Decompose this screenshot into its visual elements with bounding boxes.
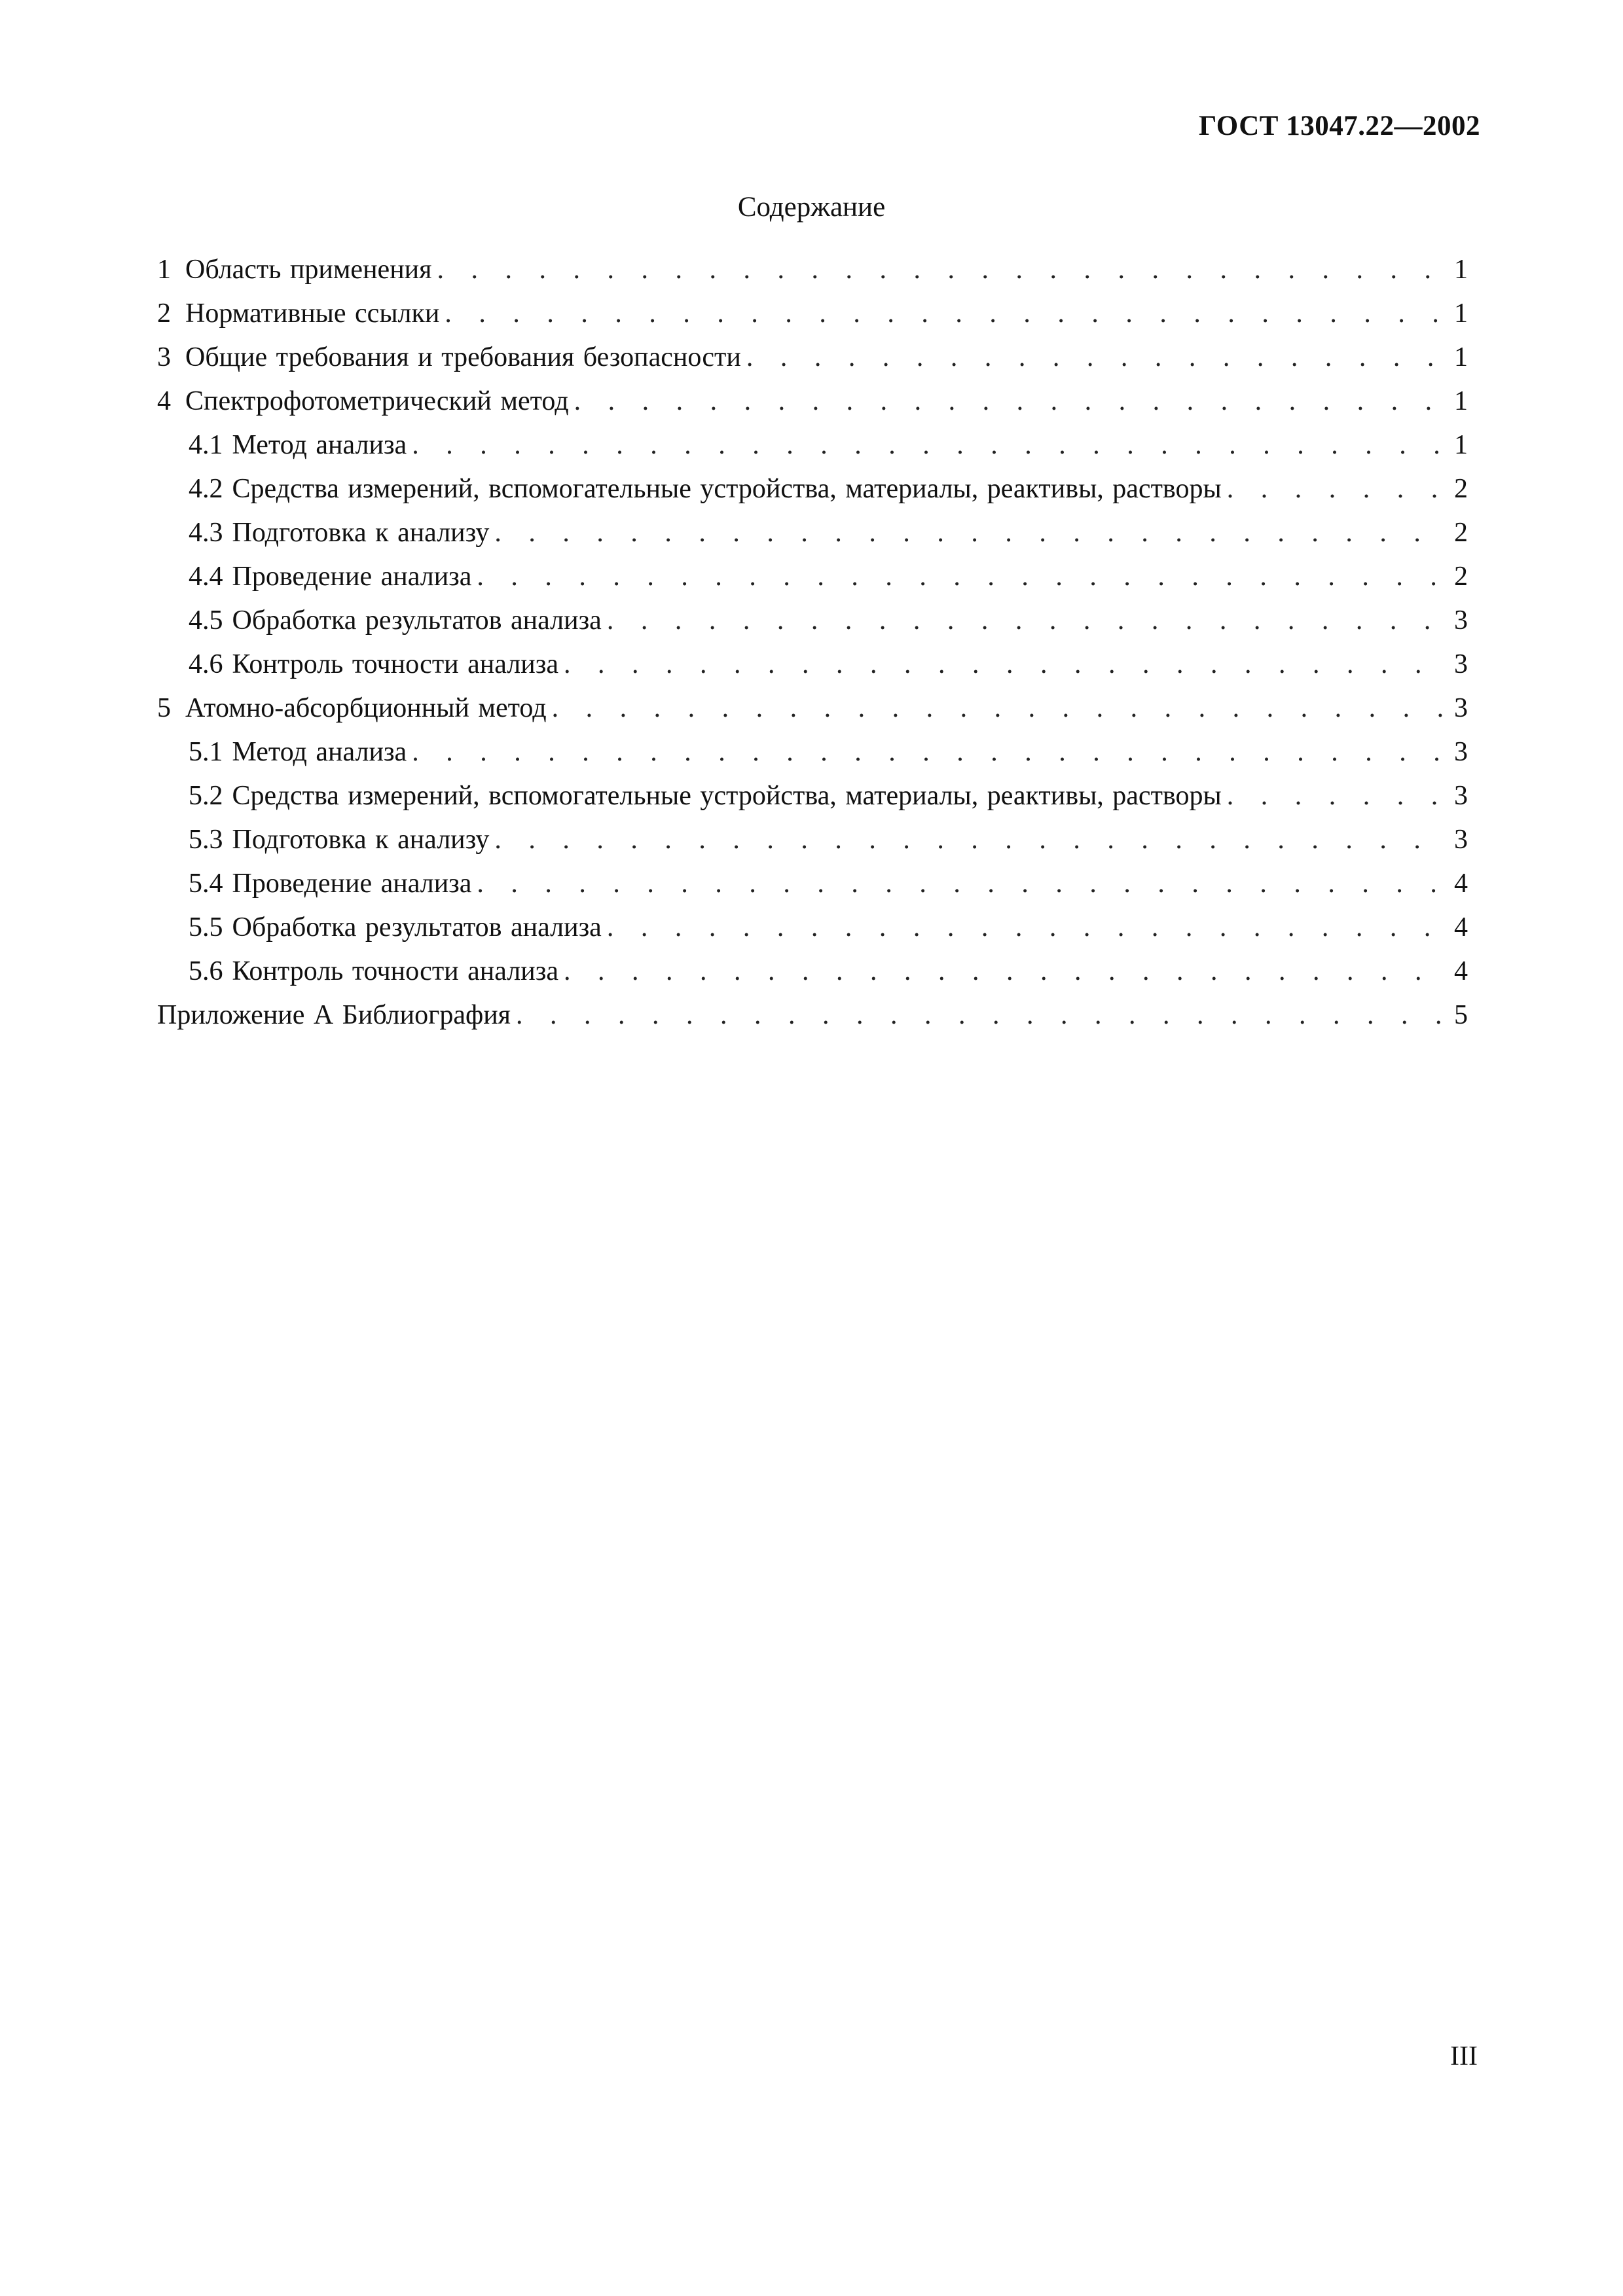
toc-entry[interactable] bbox=[157, 999, 1468, 1043]
toc-entry-number: 4.6 bbox=[189, 649, 223, 679]
toc-entry[interactable] bbox=[157, 429, 1468, 473]
toc-leader-dots bbox=[564, 649, 1444, 680]
document-code: ГОСТ 13047.22—2002 bbox=[1199, 111, 1480, 141]
toc-leader-dots bbox=[445, 298, 1444, 329]
toc-entry-label: Средства измерений, вспомогательные устройства, материалы, реактивы, растворы bbox=[232, 474, 1222, 504]
toc-entry-page: 3 bbox=[1454, 781, 1468, 811]
toc-entry-page: 1 bbox=[1454, 430, 1468, 460]
toc-entry-page: 1 bbox=[1454, 386, 1468, 416]
toc-entry[interactable] bbox=[157, 912, 1468, 956]
toc-entry-page: 2 bbox=[1454, 562, 1468, 592]
toc-leader-dots bbox=[607, 605, 1444, 636]
toc-title: Содержание bbox=[737, 192, 886, 223]
toc-entry[interactable] bbox=[157, 736, 1468, 780]
table-of-contents bbox=[157, 254, 1468, 1043]
toc-entry-page: 1 bbox=[1454, 298, 1468, 329]
toc-entry[interactable] bbox=[157, 342, 1468, 386]
toc-entry-label: Обработка результатов анализа bbox=[232, 605, 602, 636]
toc-leader-dots bbox=[494, 824, 1444, 855]
toc-entry[interactable] bbox=[157, 386, 1468, 429]
toc-entry-page: 2 bbox=[1454, 518, 1468, 548]
toc-entry-page: 4 bbox=[1454, 869, 1468, 899]
toc-entry-label: Приложение А Библиография bbox=[157, 1000, 511, 1030]
toc-entry-label: Общие требования и требования безопасности bbox=[185, 342, 741, 372]
toc-entry-number: 4.5 bbox=[189, 605, 223, 636]
toc-entry-label: Спектрофотометрический метод bbox=[185, 386, 569, 416]
toc-entry-number: 1 bbox=[157, 255, 171, 285]
toc-entry-label: Контроль точности анализа bbox=[232, 956, 558, 986]
toc-leader-dots bbox=[574, 386, 1444, 417]
toc-entry-label: Подготовка к анализу bbox=[232, 825, 490, 855]
toc-entry-label: Метод анализа bbox=[232, 737, 407, 767]
toc-entry[interactable] bbox=[157, 605, 1468, 649]
toc-entry-label: Проведение анализа bbox=[232, 869, 472, 899]
toc-entry-number: 5.2 bbox=[189, 781, 223, 811]
toc-entry-number: 4 bbox=[157, 386, 171, 416]
toc-entry-page: 4 bbox=[1454, 956, 1468, 986]
toc-entry-label: Обработка результатов анализа bbox=[232, 912, 602, 942]
toc-leader-dots bbox=[1227, 780, 1444, 812]
toc-entry[interactable] bbox=[157, 649, 1468, 692]
toc-entry-label: Контроль точности анализа bbox=[232, 649, 558, 679]
toc-leader-dots bbox=[477, 561, 1444, 592]
toc-entry[interactable] bbox=[157, 254, 1468, 298]
toc-entry[interactable] bbox=[157, 824, 1468, 868]
page-number: III bbox=[1450, 2041, 1478, 2072]
toc-entry-number: 5 bbox=[157, 693, 171, 723]
toc-entry[interactable] bbox=[157, 517, 1468, 561]
toc-entry-page: 1 bbox=[1454, 255, 1468, 285]
toc-entry-page: 3 bbox=[1454, 605, 1468, 636]
toc-leader-dots bbox=[746, 342, 1444, 373]
toc-leader-dots bbox=[516, 999, 1444, 1031]
toc-entry-page: 3 bbox=[1454, 693, 1468, 723]
toc-entry-number: 4.1 bbox=[189, 430, 223, 460]
toc-entry-page: 2 bbox=[1454, 474, 1468, 504]
toc-leader-dots bbox=[437, 254, 1444, 285]
toc-entry[interactable] bbox=[157, 780, 1468, 824]
toc-entry-page: 4 bbox=[1454, 912, 1468, 942]
toc-entry-number: 3 bbox=[157, 342, 171, 372]
toc-entry-page: 3 bbox=[1454, 649, 1468, 679]
toc-entry-number: 4.2 bbox=[189, 474, 223, 504]
toc-entry-page: 3 bbox=[1454, 737, 1468, 767]
toc-entry-label: Область применения bbox=[185, 255, 432, 285]
toc-entry-number: 5.4 bbox=[189, 869, 223, 899]
toc-entry-number: 5.1 bbox=[189, 737, 223, 767]
toc-entry[interactable] bbox=[157, 473, 1468, 517]
toc-entry-label: Атомно-абсорбционный метод bbox=[185, 693, 547, 723]
toc-entry[interactable] bbox=[157, 692, 1468, 736]
toc-leader-dots bbox=[412, 736, 1444, 768]
toc-leader-dots bbox=[552, 692, 1444, 724]
toc-entry-label: Подготовка к анализу bbox=[232, 518, 490, 548]
toc-entry-number: 5.5 bbox=[189, 912, 223, 942]
toc-entry-number: 4.4 bbox=[189, 562, 223, 592]
toc-entry-label: Средства измерений, вспомогательные устройства, материалы, реактивы, растворы bbox=[232, 781, 1222, 811]
toc-leader-dots bbox=[412, 429, 1444, 461]
toc-leader-dots bbox=[1227, 473, 1444, 505]
toc-entry[interactable] bbox=[157, 868, 1468, 912]
toc-leader-dots bbox=[607, 912, 1444, 943]
toc-entry-number: 5.6 bbox=[189, 956, 223, 986]
toc-entry-page: 3 bbox=[1454, 825, 1468, 855]
toc-entry-page: 5 bbox=[1454, 1000, 1468, 1030]
toc-leader-dots bbox=[494, 517, 1444, 548]
toc-entry-page: 1 bbox=[1454, 342, 1468, 372]
toc-entry-label: Метод анализа bbox=[232, 430, 407, 460]
toc-entry-label: Проведение анализа bbox=[232, 562, 472, 592]
toc-entry-number: 5.3 bbox=[189, 825, 223, 855]
toc-entry-label: Нормативные ссылки bbox=[185, 298, 440, 329]
toc-entry-number: 2 bbox=[157, 298, 171, 329]
toc-entry-number: 4.3 bbox=[189, 518, 223, 548]
toc-entry[interactable] bbox=[157, 956, 1468, 999]
toc-entry[interactable] bbox=[157, 561, 1468, 605]
toc-entry[interactable] bbox=[157, 298, 1468, 342]
toc-leader-dots bbox=[477, 868, 1444, 899]
toc-leader-dots bbox=[564, 956, 1444, 987]
